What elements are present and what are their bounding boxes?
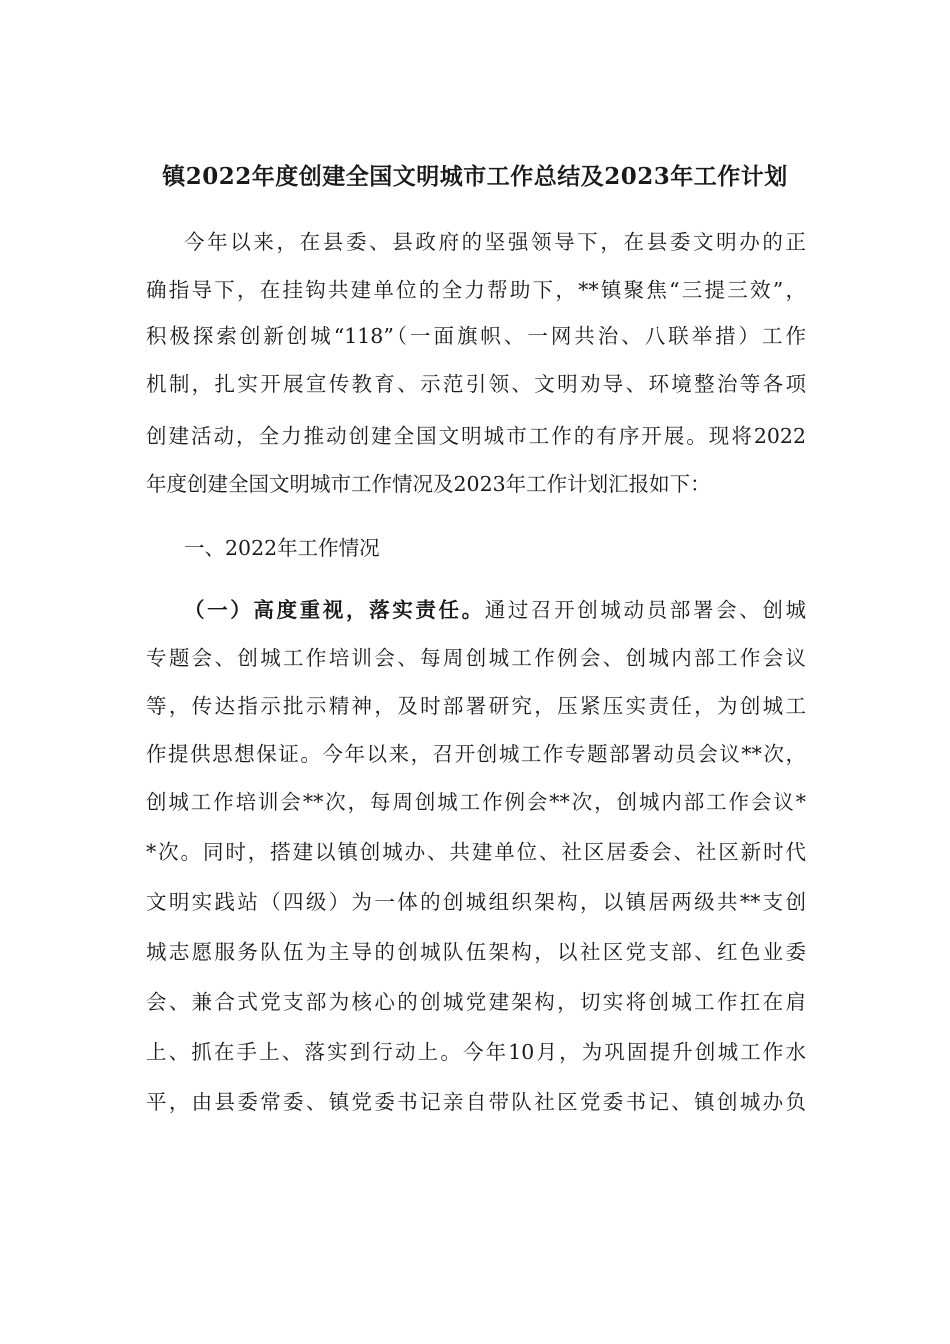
body-line: 等，传达指示批示精神，及时部署研究，压紧压实责任，为创城工 — [146, 694, 806, 718]
subsection-first-line — [184, 592, 806, 628]
body-line: 创城工作培训会**次，每周创城工作例会**次，创城内部工作会议* — [146, 790, 806, 814]
body-line: 会、兼合式党支部为核心的创城党建架构，切实将创城工作扛在肩 — [146, 990, 806, 1014]
body-line: 平，由县委常委、镇党委书记亲自带队社区党委书记、镇创城办负 — [146, 1090, 806, 1114]
body-line: *次。同时，搭建以镇创城办、共建单位、社区居委会、社区新时代 — [146, 840, 806, 864]
body-line: 上、抓在手上、落实到行动上。今年10月，为巩固提升创城工作水 — [146, 1040, 806, 1064]
intro-line: 积极探索创新创城“118”（一面旗帜、一网共治、八联举措）工作 — [146, 324, 806, 348]
intro-line: 确指导下，在挂钩共建单位的全力帮助下，**镇聚焦“三提三效”， — [146, 278, 806, 302]
body-line: 文明实践站（四级）为一体的创城组织架构，以镇居两级共**支创 — [146, 890, 806, 914]
subsection-lead: （一）高度重视，落实责任。 — [184, 598, 485, 622]
body-line: 专题会、创城工作培训会、每周创城工作例会、创城内部工作会议 — [146, 646, 806, 670]
intro-line: 机制，扎实开展宣传教育、示范引领、文明劝导、环境整治等各项 — [146, 372, 806, 396]
document-title: 镇2022年度创建全国文明城市工作总结及2023年工作计划 — [162, 163, 788, 190]
intro-line: 创建活动，全力推动创建全国文明城市工作的有序开展。现将2022 — [146, 424, 806, 448]
body-line: 作提供思想保证。今年以来，召开创城工作专题部署动员会议**次， — [146, 742, 806, 766]
subsection-first-text: 通过召开创城动员部署会、创城 — [484, 598, 806, 622]
section-heading: 一、2022年工作情况 — [184, 536, 380, 560]
intro-line: 今年以来，在县委、县政府的坚强领导下，在县委文明办的正 — [184, 230, 806, 254]
intro-line: 年度创建全国文明城市工作情况及2023年工作计划汇报如下： — [146, 472, 711, 496]
body-line: 城志愿服务队伍为主导的创城队伍架构，以社区党支部、红色业委 — [146, 940, 806, 964]
